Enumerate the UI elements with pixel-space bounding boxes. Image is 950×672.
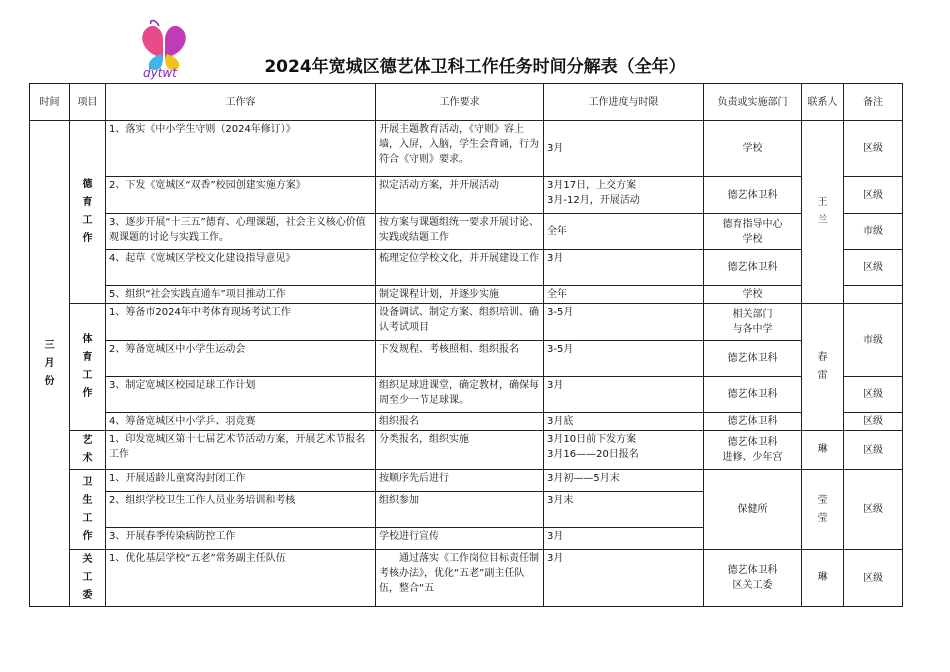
row-content: 3、制定宽城区校园足球工作计划 xyxy=(106,377,376,413)
logo-text: dytwt xyxy=(143,66,177,80)
row-content: 1、优化基层学校“五老”常务副主任队伍 xyxy=(106,550,376,607)
row-note: 区级 xyxy=(844,121,903,177)
row-note: 区级 xyxy=(844,250,903,286)
row-requirement: 通过落实《工作岗位目标责任制考核办法》，优化“五老”副主任队伍，整合“五 xyxy=(376,550,544,607)
header-project: 项目 xyxy=(70,84,106,121)
row-schedule: 3月初——5月末 xyxy=(544,470,704,492)
time-cell: 三月份 xyxy=(30,121,70,607)
row-requirement: 组织报名 xyxy=(376,413,544,431)
row-department: 德艺体卫科 xyxy=(704,341,802,377)
contact-deyu: 王兰 xyxy=(802,121,844,304)
row-requirement: 按方案与课题组统一要求开展讨论、实践或结题工作 xyxy=(376,214,544,250)
row-content: 2、组织学校卫生工作人员业务培训和考核 xyxy=(106,492,376,528)
row-note: 区级 xyxy=(844,470,903,550)
row-content: 4、筹备宽城区中小学乒、羽竞赛 xyxy=(106,413,376,431)
row-department: 德艺体卫科 xyxy=(704,177,802,214)
task-table xyxy=(29,83,903,607)
row-schedule: 3月 xyxy=(544,528,704,550)
row-requirement: 学校进行宣传 xyxy=(376,528,544,550)
row-department: 学校 xyxy=(704,286,802,304)
row-department: 相关部门 与各中学 xyxy=(704,304,802,341)
row-note xyxy=(844,286,903,304)
row-schedule: 3月末 xyxy=(544,492,704,528)
section-guangong: 关工委 xyxy=(70,550,106,607)
row-department: 德艺体卫科 进修、少年宫 xyxy=(704,431,802,470)
header-requirement: 工作要求 xyxy=(376,84,544,121)
section-yishu: 艺术 xyxy=(70,431,106,470)
row-requirement: 制定课程计划，并逐步实施 xyxy=(376,286,544,304)
row-content: 1、筹备市2024年中考体育现场考试工作 xyxy=(106,304,376,341)
row-content: 1、开展适龄儿童窝沟封闭工作 xyxy=(106,470,376,492)
contact-tiyu: 春雷 xyxy=(802,304,844,431)
row-requirement: 拟定活动方案，并开展活动 xyxy=(376,177,544,214)
table-row xyxy=(30,214,903,250)
row-requirement: 下发规程、考核照相、组织报名 xyxy=(376,341,544,377)
table-row xyxy=(30,250,903,286)
table-row xyxy=(30,431,903,470)
contact-yishu: 琳 xyxy=(802,431,844,470)
row-requirement: 组织参加 xyxy=(376,492,544,528)
row-schedule: 3月 xyxy=(544,121,704,177)
row-requirement: 梳理定位学校文化，并开展建设工作 xyxy=(376,250,544,286)
row-note: 市级 xyxy=(844,304,903,377)
row-department: 保健所 xyxy=(704,470,802,550)
contact-guangong: 琳 xyxy=(802,550,844,607)
row-department: 德艺体卫科 区关工委 xyxy=(704,550,802,607)
row-department: 学校 xyxy=(704,121,802,177)
row-schedule: 3月 xyxy=(544,250,704,286)
table-header-row xyxy=(30,84,903,121)
row-schedule: 3月 xyxy=(544,377,704,413)
row-requirement: 设备调试、制定方案、组织培训、确认考试项目 xyxy=(376,304,544,341)
section-tiyu: 体育工作 xyxy=(70,304,106,431)
row-note: 区级 xyxy=(844,177,903,214)
header-content: 工作容 xyxy=(106,84,376,121)
row-note: 市级 xyxy=(844,214,903,250)
row-note: 区级 xyxy=(844,377,903,413)
table-row xyxy=(30,304,903,341)
row-requirement: 开展主题教育活动，《守则》容上墙，入屏，入脑，学生会背诵，行为符合《守则》要求。 xyxy=(376,121,544,177)
row-content: 1、落实《中小学生守则（2024年修订）》 xyxy=(106,121,376,177)
table-row xyxy=(30,286,903,304)
table-row xyxy=(30,413,903,431)
section-deyu: 德育工作 xyxy=(70,121,106,304)
section-weisheng: 卫生工作 xyxy=(70,470,106,550)
row-department: 德艺体卫科 xyxy=(704,377,802,413)
row-department: 德艺体卫科 xyxy=(704,250,802,286)
row-note: 区级 xyxy=(844,550,903,607)
row-note: 区级 xyxy=(844,413,903,431)
row-schedule: 全年 xyxy=(544,214,704,250)
row-content: 3、开展春季传染病防控工作 xyxy=(106,528,376,550)
row-content: 4、起草《宽城区学校文化建设指导意见》 xyxy=(106,250,376,286)
row-schedule: 全年 xyxy=(544,286,704,304)
row-department: 德育指导中心 学校 xyxy=(704,214,802,250)
row-schedule: 3月 xyxy=(544,550,704,607)
table-row xyxy=(30,341,903,377)
row-requirement: 按顺序先后进行 xyxy=(376,470,544,492)
header-note: 备注 xyxy=(844,84,903,121)
header-time: 时间 xyxy=(30,84,70,121)
row-schedule: 3-5月 xyxy=(544,304,704,341)
row-department: 德艺体卫科 xyxy=(704,413,802,431)
table-row xyxy=(30,377,903,413)
table-row xyxy=(30,550,903,607)
header-schedule: 工作进度与时限 xyxy=(544,84,704,121)
row-schedule: 3月底 xyxy=(544,413,704,431)
table-row xyxy=(30,121,903,177)
row-note: 区级 xyxy=(844,431,903,470)
row-requirement: 分类报名，组织实施 xyxy=(376,431,544,470)
row-content: 1、印发宽城区第十七届艺术节活动方案，开展艺术节报名工作 xyxy=(106,431,376,470)
row-schedule: 3月10日前下发方案 3月16——20日报名 xyxy=(544,431,704,470)
row-schedule: 3月17日，上交方案 3月-12月，开展活动 xyxy=(544,177,704,214)
contact-weisheng: 莹莹 xyxy=(802,470,844,550)
row-content: 2、下发《宽城区“双香”校园创建实施方案》 xyxy=(106,177,376,214)
row-schedule: 3-5月 xyxy=(544,341,704,377)
table-row xyxy=(30,470,903,492)
row-content: 2、筹备宽城区中小学生运动会 xyxy=(106,341,376,377)
table-row xyxy=(30,177,903,214)
header-contact: 联系人 xyxy=(802,84,844,121)
page-title: 2024年宽城区德艺体卫科工作任务时间分解表（全年） xyxy=(264,57,686,77)
row-requirement: 组织足球进课堂，确定教材，确保每周至少一节足球课。 xyxy=(376,377,544,413)
row-content: 3、逐步开展“十三五”德育、心理课题，社会主义核心价值观课题的讨论与实践工作。 xyxy=(106,214,376,250)
header-department: 负责或实施部门 xyxy=(704,84,802,121)
row-content: 5、组织“社会实践直通车”项目推动工作 xyxy=(106,286,376,304)
